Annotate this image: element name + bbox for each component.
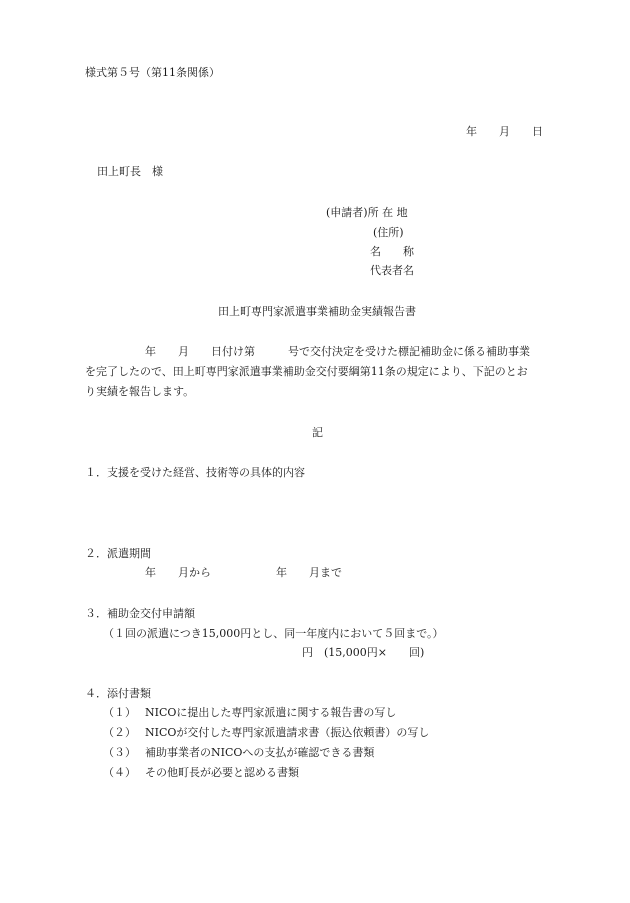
doc-number: （２） [103, 726, 136, 739]
applicant-rep-label: 代表者名 [370, 264, 414, 277]
period-from: 年 月から [145, 566, 211, 579]
ki-heading: 記 [312, 426, 323, 439]
item3-heading: ３．補助金交付申請額 [85, 607, 195, 620]
period-to: 年 月まで [276, 566, 342, 579]
body-line-3: り実績を報告します。 [85, 385, 195, 398]
body-line-1: 年 月 日付け第 号で交付決定を受けた標記補助金に係る補助事業 [145, 345, 530, 358]
doc-text: NICOが交付した専門家派遣請求書（振込依頼書）の写し [145, 726, 430, 739]
form-number: 様式第５号（第11条関係） [85, 66, 220, 79]
body-line-2: を完了したので、田上町専門家派遣事業補助金交付要綱第11条の規定により、下記のとお [85, 365, 528, 378]
doc-text: その他町長が必要と認める書類 [145, 766, 299, 779]
item1-heading: １．支援を受けた経営、技術等の具体的内容 [85, 466, 305, 479]
doc-number: （４） [103, 766, 136, 779]
item3-note: （１回の派遣につき15,000円とし、同一年度内において５回まで。） [103, 627, 444, 640]
doc-text: 補助事業者のNICOへの支払が確認できる書類 [145, 746, 375, 759]
addressee: 田上町長 様 [97, 165, 163, 178]
page-title: 田上町専門家派遣事業補助金実績報告書 [218, 305, 416, 318]
applicant-address-label: (申請者)所 在 地 [326, 206, 408, 219]
item3-amount: 円 (15,000円× 回) [302, 646, 425, 659]
item4-heading: ４．添付書類 [85, 687, 151, 700]
doc-text: NICOに提出した専門家派遣に関する報告書の写し [145, 706, 397, 719]
applicant-address-note: (住所) [373, 226, 404, 239]
doc-number: （１） [103, 706, 136, 719]
doc-number: （３） [103, 746, 136, 759]
applicant-name-label: 名 称 [370, 245, 414, 258]
date-line: 年 月 日 [466, 125, 543, 138]
item2-heading: ２．派遣期間 [85, 547, 151, 560]
